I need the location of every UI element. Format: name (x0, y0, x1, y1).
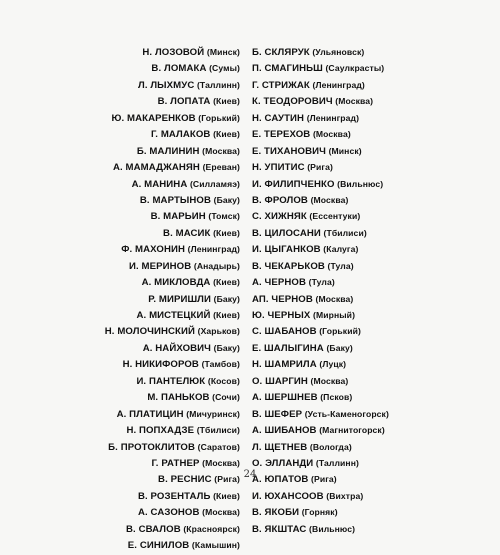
person-name: Е. ТИХАНОВИЧ (252, 145, 326, 157)
person-name: Г. МАЛАКОВ (150, 129, 211, 141)
person-city: (Минск) (206, 47, 240, 57)
person-city: (Косов) (207, 375, 240, 386)
person-name: В. ЛОМАКА (151, 63, 207, 75)
person-city: (Москва) (202, 145, 240, 156)
person-name: Г. РАТНЕР (151, 457, 200, 469)
list-item (252, 340, 389, 356)
person-city: (Горький) (198, 112, 240, 123)
person-name: Н. МОЛОЧИНСКИЙ (104, 326, 195, 338)
list-item (105, 307, 240, 323)
person-city: (Тула) (327, 260, 354, 271)
person-city: (Ленинград) (306, 112, 360, 123)
person-city: (Ульяновск) (312, 47, 365, 57)
person-city: (Тбилиси) (323, 227, 367, 238)
person-city: (Луцк) (319, 359, 347, 370)
person-name: Л. ЩЕТНЕВ (252, 441, 308, 453)
person-name: А. МАМАДЖАНЯН (113, 162, 200, 174)
person-name: Р. МИРИШЛИ (148, 293, 212, 305)
list-item (105, 291, 240, 307)
person-name: Н. САУТИН (252, 112, 305, 124)
list-item (105, 93, 240, 109)
list-item (252, 389, 389, 405)
person-city: (Баку) (326, 342, 353, 353)
person-name: А. МИКЛОВДА (141, 277, 211, 289)
list-item (105, 504, 240, 520)
list-item (252, 307, 389, 323)
list-item (105, 488, 240, 504)
person-name: АП. ЧЕРНОВ (252, 293, 313, 305)
person-city: (Таллинн) (315, 457, 359, 468)
person-city: (Вологда) (309, 441, 352, 452)
person-city: (Вильнюс) (337, 178, 384, 189)
person-city: (Мичуринск) (186, 408, 240, 419)
person-name: Ю. МАКАРЕНКОВ (111, 112, 196, 124)
person-city: (Тамбов) (201, 359, 240, 370)
list-item (105, 356, 240, 372)
person-name: И. ФИЛИПЧЕНКО (252, 178, 335, 190)
person-city: (Магнитогорск) (319, 425, 385, 436)
list-item (105, 77, 240, 93)
person-name: А. САЗОНОВ (137, 507, 200, 519)
person-city: (Киев) (213, 310, 240, 320)
list-item (252, 241, 389, 257)
person-name: А. МИСТЕЦКИЙ (136, 310, 211, 321)
person-city: (Киев) (213, 96, 240, 107)
list-item (105, 521, 240, 537)
list-item (252, 258, 389, 274)
person-name: И. ЮХАНСООВ (252, 490, 324, 502)
person-city: (Томск) (208, 211, 240, 222)
list-item (105, 208, 240, 224)
person-name: А. ШИБАНОВ (252, 425, 317, 437)
person-city: (Москва) (312, 129, 351, 140)
person-name: О. ШАРГИН (252, 375, 308, 387)
person-name: В. ФРОЛОВ (252, 194, 308, 206)
list-item (252, 488, 389, 504)
person-name: Г. СТРИЖАК (252, 79, 310, 91)
person-city: (Рига) (311, 474, 337, 485)
list-item (105, 389, 240, 405)
person-city: (Сочи) (212, 392, 240, 403)
person-name: И. ЦЫГАНКОВ (252, 244, 321, 256)
list-item (252, 323, 389, 339)
list-item (105, 241, 240, 257)
person-city: (Вильнюс) (309, 523, 356, 534)
person-city: (Ереван) (202, 162, 240, 173)
list-item (105, 192, 240, 208)
list-item (252, 77, 389, 93)
person-city: (Силламяэ) (189, 178, 240, 189)
person-name: Б. МАЛИНИН (136, 145, 200, 157)
person-name: М. ПАНЬКОВ (147, 392, 210, 404)
person-city: (Таллинн) (196, 79, 240, 90)
person-city: (Сумы) (209, 63, 240, 74)
person-name: П. СМАГИНЬШ (252, 63, 323, 75)
person-city: (Красноярск) (183, 523, 240, 534)
person-city: (Саратов) (197, 441, 240, 452)
person-city: (Киев) (213, 129, 240, 140)
list-item (252, 176, 389, 192)
person-city: (Киев) (213, 277, 240, 288)
list-item (252, 439, 389, 455)
person-name: В. МАСИК (163, 227, 211, 239)
person-city: (Москва) (202, 507, 240, 518)
person-name: В. РЕСНИС (158, 474, 212, 486)
list-item (105, 373, 240, 389)
list-item (105, 258, 240, 274)
person-city: (Минск) (328, 145, 362, 156)
person-name: В. ЦИЛОСАНИ (252, 227, 321, 239)
list-item (105, 126, 240, 142)
list-item (252, 291, 389, 307)
person-city: (Москва) (202, 457, 240, 468)
list-item (252, 406, 389, 422)
list-item (105, 143, 240, 159)
person-name: В. МАРТЫНОВ (139, 194, 212, 206)
person-name: В. МАРЬИН (150, 211, 206, 223)
list-item (105, 439, 240, 455)
person-city: (Киев) (213, 227, 240, 238)
person-city: (Усть-Каменогорск) (304, 408, 389, 419)
person-name: В. ЯКОБИ (252, 507, 300, 519)
person-city: (Ленинград) (187, 244, 240, 255)
person-name: Н. ПОПХАДЗЕ (126, 425, 195, 437)
person-city: (Горняк) (301, 507, 338, 518)
person-city: (Псков) (320, 392, 353, 403)
list-item (252, 110, 389, 126)
person-name: В. ЧЕКАРЬКОВ (252, 260, 325, 272)
person-name: Е. СИНИЛОВ (127, 540, 190, 552)
person-city: (Калуга) (323, 244, 359, 255)
list-item (105, 60, 240, 76)
list-item (252, 44, 389, 60)
person-city: (Горький) (319, 326, 361, 337)
list-item (105, 323, 240, 339)
person-city: (Баку) (213, 342, 240, 353)
list-item (252, 422, 389, 438)
person-name: Н. УПИТИС (252, 162, 305, 174)
list-item (105, 274, 240, 290)
list-item (105, 110, 240, 126)
person-city: (Харьков) (197, 326, 240, 337)
list-item (252, 504, 389, 520)
person-city: (Ессентуки) (309, 211, 361, 222)
person-city: (Камышин) (191, 540, 240, 551)
person-name: В. РОЗЕНТАЛЬ (138, 490, 211, 502)
person-city: (Рига) (307, 162, 333, 173)
person-city: (Москва) (310, 194, 349, 205)
list-item (105, 159, 240, 175)
person-city: (Москва) (335, 96, 374, 107)
person-city: (Киев) (213, 490, 240, 501)
list-item (105, 44, 240, 60)
person-city: (Рига) (214, 474, 240, 485)
person-city: (Тула) (308, 277, 335, 288)
person-name: А. НАЙХОВИЧ (142, 342, 212, 354)
person-city: (Саулкрасты) (325, 63, 385, 74)
list-item (252, 192, 389, 208)
list-item (252, 143, 389, 159)
list-item (252, 521, 389, 537)
person-name: О. ЭЛЛАНДИ (252, 457, 314, 469)
person-name: В. СВАЛОВ (126, 523, 181, 535)
list-item (105, 537, 240, 553)
person-city: (Тбилиси) (196, 425, 240, 436)
person-name: А. ПЛАТИЦИН (116, 408, 184, 420)
person-city: (Вихтра) (326, 490, 364, 501)
list-item (105, 176, 240, 192)
person-city: (Москва) (310, 375, 349, 386)
list-item (105, 225, 240, 241)
person-name: Н. ШАМРИЛА (252, 359, 317, 371)
person-name: Ф. МАХОНИН (121, 244, 186, 256)
person-name: Е. ТЕРЕХОВ (252, 129, 311, 141)
person-city: (Баку) (213, 293, 240, 304)
list-item (252, 126, 389, 142)
person-city: (Анадырь) (193, 260, 240, 271)
list-item (252, 225, 389, 241)
person-name: С. ШАБАНОВ (252, 326, 317, 338)
list-item (252, 373, 389, 389)
person-name: Ю. ЧЕРНЫХ (252, 310, 311, 321)
person-name: Б. ПРОТОКЛИТОВ (108, 441, 196, 453)
person-name: И. МЕРИНОВ (129, 260, 192, 272)
person-name: В. ЯКШТАС (252, 523, 307, 535)
list-item (105, 340, 240, 356)
list-item (252, 274, 389, 290)
person-city: (Мирный) (313, 310, 356, 320)
names-column-right (252, 44, 389, 537)
list-item (252, 159, 389, 175)
person-name: С. ХИЖНЯК (252, 211, 307, 223)
person-name: В. ШЕФЕР (252, 408, 303, 420)
person-name: Е. ШАЛЫГИНА (252, 342, 324, 354)
list-item (252, 93, 389, 109)
person-name: К. ТЕОДОРОВИЧ (252, 96, 333, 108)
person-name: А. МАНИНА (131, 178, 188, 190)
person-city: (Москва) (315, 293, 354, 304)
person-name: Л. ЛЫХМУС (137, 79, 195, 91)
person-name: В. ЛОПАТА (157, 96, 211, 108)
list-item (252, 60, 389, 76)
person-name: А. ЧЕРНОВ (252, 277, 307, 289)
list-item (252, 208, 389, 224)
person-name: Н. НИКИФОРОВ (122, 359, 199, 371)
person-city: (Баку) (213, 194, 240, 205)
person-city: (Ленинград) (312, 79, 365, 90)
person-name: Н. ЛОЗОВОЙ (142, 47, 205, 58)
person-name: И. ПАНТЕЛЮК (136, 375, 206, 387)
list-item (105, 406, 240, 422)
list-item (105, 422, 240, 438)
list-item (252, 356, 389, 372)
page-number: 24 (243, 469, 257, 480)
person-name: А. ШЕРШНЕВ (252, 392, 318, 404)
person-name: Б. СКЛЯРУК (252, 47, 310, 58)
person-name: А. ЮПАТОВ (252, 474, 309, 486)
